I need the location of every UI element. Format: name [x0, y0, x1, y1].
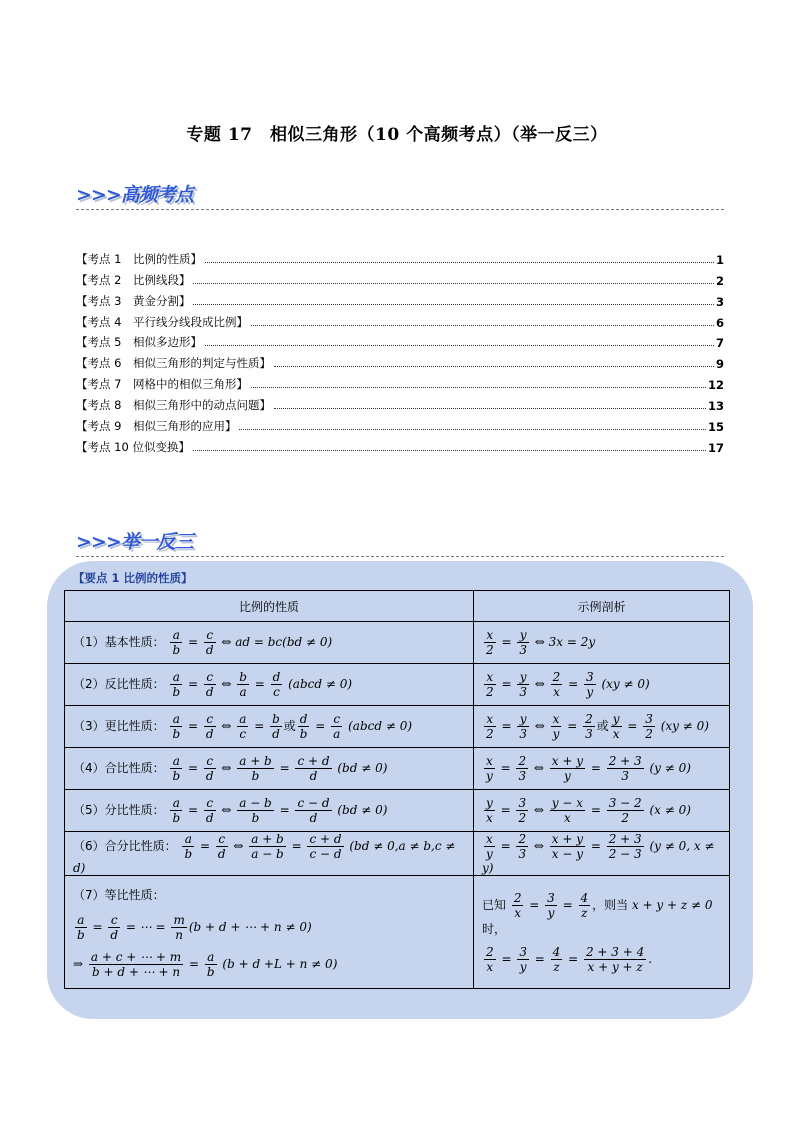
- toc-page-number: 13: [707, 399, 724, 414]
- toc-entry-label: 【考点 9 相似三角形的应用】: [76, 419, 237, 434]
- toc-entry-label: 【考点 2 比例线段】: [76, 272, 191, 287]
- table-row: [65, 706, 730, 748]
- page-title: 专题 17 相似三角形（10 个高频考点）（举一反三）: [186, 125, 608, 145]
- section-header-label: >>>举一反三: [76, 531, 193, 553]
- toc-page-number: 12: [707, 378, 724, 393]
- toc-leader-dots: [251, 387, 706, 388]
- toc-leader-dots: [205, 262, 714, 263]
- property-cell: （3）更比性质： $\frac{a}{b}$ = $\frac{c}{d}$ ⇔ $\frac{a}{c}$ = $\frac{b}{d}$ 或 $\frac{d}{b}$ = $\frac{c}{a}$ (abcd ≠ 0): [65, 706, 474, 748]
- toc-entry[interactable]: [76, 288, 724, 309]
- toc-page-number: 3: [715, 294, 724, 309]
- toc-entry-label: 【考点 5 相似多边形】: [76, 335, 202, 350]
- toc-page-number: 6: [715, 315, 724, 330]
- toc-entry-label: 【考点 4 平行线分线段成比例】: [76, 314, 248, 329]
- dashed-divider: [76, 556, 724, 557]
- property-cell: （1）基本性质： $\frac{a}{b}$ = $\frac{c}{d}$ ⇔ ad = bc(bd ≠ 0): [65, 622, 474, 664]
- table-row: [65, 748, 730, 790]
- example-cell: $\frac{x}{2}$ = $\frac{y}{3}$ ⇔ $\frac{x}{y}$ = $\frac{2}{3}$ 或 $\frac{y}{x}$ = $\frac{3}{2}$ (xy ≠ 0): [474, 706, 730, 748]
- toc-entry-label: 【考点 8 相似三角形中的动点问题】: [76, 398, 271, 413]
- property-cell: （4）合比性质： $\frac{a}{b}$ = $\frac{c}{d}$ ⇔ $\frac{a + b}{b}$ = $\frac{c + d}{d}$ (bd ≠ 0): [65, 748, 474, 790]
- proportion-properties-table: [64, 590, 730, 989]
- toc-entry-label: 【考点 10 位似变换】: [76, 439, 190, 454]
- section-header-examples: [76, 527, 724, 557]
- example-cell: $\frac{x}{y}$ = $\frac{2}{3}$ ⇔ $\frac{x + y}{y}$ = $\frac{2 + 3}{3}$ (y ≠ 0): [474, 748, 730, 790]
- column-header-property: 比例的性质: [65, 591, 474, 622]
- table-row: [65, 876, 730, 989]
- toc-page-number: 9: [715, 357, 724, 372]
- toc-leader-dots: [205, 345, 714, 346]
- property-cell: （2）反比性质： $\frac{a}{b}$ = $\frac{c}{d}$ ⇔ $\frac{b}{a}$ = $\frac{d}{c}$ (abcd ≠ 0): [65, 664, 474, 706]
- table-of-contents: [76, 246, 724, 455]
- table-row: [65, 664, 730, 706]
- toc-entry[interactable]: [76, 246, 724, 267]
- example-cell: $\frac{y}{x}$ = $\frac{3}{2}$ ⇔ $\frac{y - x}{x}$ = $\frac{3 - 2}{2}$ (x ≠ 0): [474, 790, 730, 832]
- example-cell: $\frac{x}{2}$ = $\frac{y}{3}$ ⇔ $\frac{2}{x}$ = $\frac{3}{y}$ (xy ≠ 0): [474, 664, 730, 706]
- toc-entry-label: 【考点 7 网格中的相似三角形】: [76, 377, 248, 392]
- toc-leader-dots: [193, 304, 714, 305]
- column-header-example: 示例剖析: [474, 591, 730, 622]
- table-row: [65, 790, 730, 832]
- table-row: [65, 832, 730, 876]
- dashed-divider: [76, 209, 724, 210]
- table-row: [65, 622, 730, 664]
- property-cell: （5）分比性质： $\frac{a}{b}$ = $\frac{c}{d}$ ⇔ $\frac{a - b}{b}$ = $\frac{c - d}{d}$ (bd ≠ 0): [65, 790, 474, 832]
- example-cell: $\frac{x}{y}$ = $\frac{2}{3}$ ⇔ $\frac{x + y}{x - y}$ = $\frac{2 + 3}{2 - 3}$ (y ≠ 0, x ≠ y): [474, 832, 730, 876]
- toc-entry-label: 【考点 1 比例的性质】: [76, 251, 202, 266]
- toc-page-number: 15: [707, 420, 724, 435]
- toc-leader-dots: [193, 283, 714, 284]
- toc-entry[interactable]: [76, 392, 724, 413]
- toc-entry[interactable]: [76, 267, 724, 288]
- example-cell: 已知 $\frac{2}{x}$ = $\frac{3}{y}$ = $\frac{4}{z}$ ，则当 x + y + z ≠ 0时， $\frac{2}{x}$ = $\frac{3}{y}$ = $\frac{4}{z}$ = $\frac{2 + 3 + 4}{x + y + z}$ .: [474, 876, 730, 989]
- toc-entry[interactable]: [76, 350, 724, 371]
- toc-leader-dots: [239, 429, 706, 430]
- toc-leader-dots: [274, 408, 706, 409]
- toc-page-number: 17: [707, 440, 724, 455]
- toc-leader-dots: [274, 366, 714, 367]
- toc-leader-dots: [193, 450, 706, 451]
- toc-page-number: 2: [715, 273, 724, 288]
- property-cell: （6）合分比性质： $\frac{a}{b}$ = $\frac{c}{d}$ ⇔ $\frac{a + b}{a - b}$ = $\frac{c + d}{c - d}$ (bd ≠ 0,a ≠ b,c ≠ d): [65, 832, 474, 876]
- section-header-label: >>>高频考点: [76, 184, 193, 206]
- toc-leader-dots: [251, 325, 714, 326]
- toc-entry[interactable]: [76, 330, 724, 351]
- section-header-high-frequency: [76, 180, 724, 210]
- toc-page-number: 7: [715, 336, 724, 351]
- property-cell: （7）等比性质： $\frac{a}{b}$ = $\frac{c}{d}$ = ⋯ = $\frac{m}{n}$ (b + d + ⋯ + n ≠ 0) ⇒ $\frac{a + c + \cdots + m}{b + d + \cdots + n}$ = $\frac{a}{b}$ (b + d +L + n ≠ 0): [65, 876, 474, 989]
- toc-entry-label: 【考点 6 相似三角形的判定与性质】: [76, 356, 271, 371]
- example-cell: $\frac{x}{2}$ = $\frac{y}{3}$ ⇔ 3x = 2y: [474, 622, 730, 664]
- toc-entry[interactable]: [76, 309, 724, 330]
- toc-page-number: 1: [715, 252, 724, 267]
- toc-entry-label: 【考点 3 黄金分割】: [76, 293, 191, 308]
- toc-entry[interactable]: [76, 434, 724, 455]
- toc-entry[interactable]: [76, 371, 724, 392]
- key-point-title: 【要点 1 比例的性质】: [73, 571, 193, 585]
- toc-entry[interactable]: [76, 413, 724, 434]
